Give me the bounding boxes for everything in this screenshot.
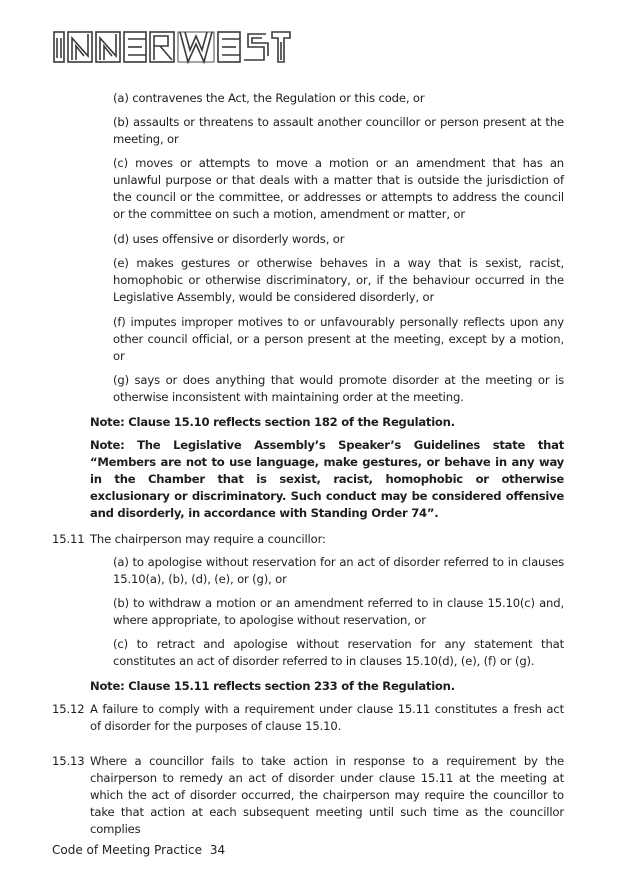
clause-15-10-item-c: (c) moves or attempts to move a motion or an amendment that has an unlawful purpose or that deals with a matter that is outside the jurisdiction of the council or the committee, or addresses or attempts to address the council or the committee on such a motion, amendment or matter, or: [113, 156, 564, 221]
clause-15-12-number: 15.12: [52, 702, 85, 716]
clause-15-11-item-a: (a) to apologise without reservation for an act of disorder referred to in clauses 15.10(a), (b), (d), (e), or (g), or: [113, 555, 564, 586]
clause-15-12-text: A failure to comply with a requirement under clause 15.11 constitutes a fresh act of disorder for the purposes of clause 15.10.: [90, 702, 564, 733]
clause-15-13-number: 15.13: [52, 754, 85, 768]
clause-15-10-item-b: (b) assaults or threatens to assault another councillor or person present at the meeting, or: [113, 115, 564, 146]
footer-page-number: 34: [209, 843, 226, 857]
note-clause-15-10: Note: Clause 15.10 reflects section 182 of the Regulation.: [90, 415, 455, 429]
clause-15-10-item-g: (g) says or does anything that would promote disorder at the meeting or is otherwise inconsistent with maintaining order at the meeting.: [113, 373, 564, 404]
clause-15-10-item-e: (e) makes gestures or otherwise behaves in a way that is sexist, racist, homophobic or otherwise discriminatory, or, if the behaviour occurred in the Legislative Assembly, would be considered disorderly, or: [113, 256, 564, 304]
note-speakers-guidelines: Note: The Legislative Assembly’s Speaker’s Guidelines state that “Members are not to use language, make gestures, or behave in any way in the Chamber that is sexist, racist, homophobic or otherwise exclusionary or discriminatory. Such conduct may be considered offensive and disorderly, in accordance with Standing Order 74”.: [90, 438, 564, 520]
clause-15-11-item-c: (c) to retract and apologise without reservation for any statement that constitutes an act of disorder referred to in clauses 15.10(d), (e), (f) or (g).: [113, 637, 564, 668]
clause-15-13-text: Where a councillor fails to take action in response to a requirement by the chairperson to remedy an act of disorder under clause 15.11 at the meeting at which the act of disorder occurred, the chairperson may require the councillor to take that action at each subsequent meeting until such time as the councillor complies: [90, 754, 564, 836]
clause-15-10-item-f: (f) imputes improper motives to or unfavourably personally reflects upon any other council official, or a person present at the meeting, except by a motion, or: [113, 315, 564, 363]
page-footer: [52, 843, 225, 857]
clause-15-11-number: 15.11: [52, 532, 85, 546]
inner-west-logo: [52, 30, 292, 64]
clause-15-10-item-d: (d) uses offensive or disorderly words, or: [113, 232, 345, 246]
note-clause-15-11: Note: Clause 15.11 reflects section 233 of the Regulation.: [90, 679, 455, 693]
clause-15-11-text: The chairperson may require a councillor:: [90, 532, 326, 546]
footer-document-title: Code of Meeting Practice: [52, 843, 203, 857]
clause-15-11-item-b: (b) to withdraw a motion or an amendment referred to in clause 15.10(c) and, where appropriate, to apologise without reservation, or: [113, 596, 564, 627]
clause-15-10-item-a: (a) contravenes the Act, the Regulation or this code, or: [113, 91, 425, 105]
